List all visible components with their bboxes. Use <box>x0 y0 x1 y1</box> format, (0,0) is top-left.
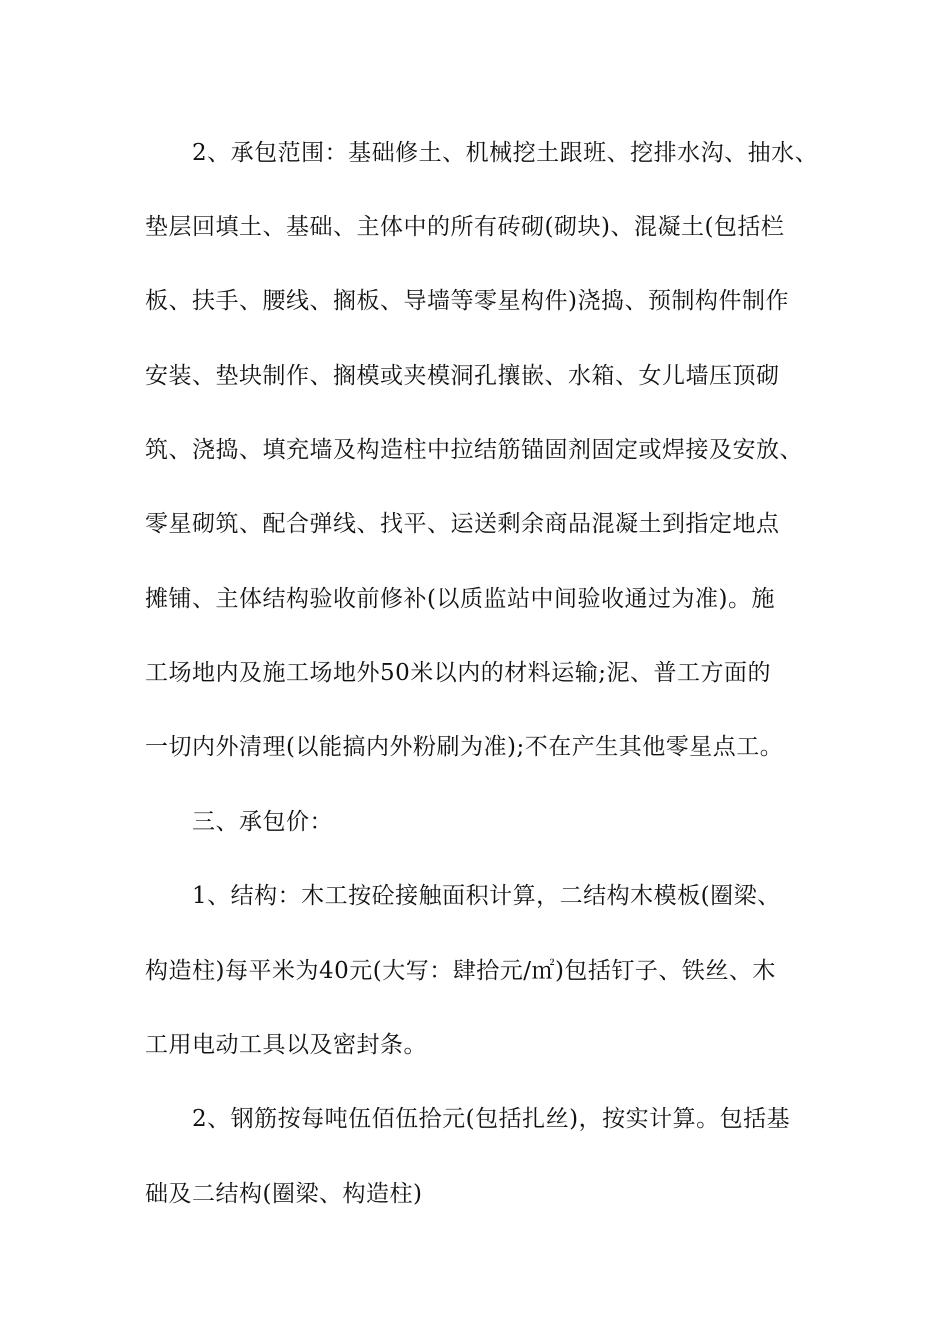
text-line-4: 安装、垫块制作、搁模或夹模洞孔攘嵌、水箱、女儿墙压顶砌 <box>145 363 780 389</box>
text-line-11: 1、结构：木工按砼接触面积计算，二结构木模板(圈梁、 <box>192 883 781 909</box>
text-line-14: 2、钢筋按每吨伍佰伍拾元(包括扎丝)，按实计算。包括基 <box>192 1106 791 1132</box>
section-heading: 三、承包价： <box>192 809 333 835</box>
text-line-1: 2、承包范围：基础修土、机械挖土跟班、挖排水沟、抽水、 <box>192 140 819 166</box>
text-line-7: 摊铺、主体结构验收前修补(以质监站中间验收通过为准)。施 <box>145 586 775 612</box>
text-line-5: 筑、浇捣、填充墙及构造柱中拉结筋锚固剂固定或焊接及安放、 <box>145 437 803 463</box>
text-line-6: 零星砌筑、配合弹线、找平、运送剩余商品混凝土到指定地点 <box>145 511 780 537</box>
text-line-9: 一切内外清理(以能搞内外粉刷为准);不在产生其他零星点工。 <box>145 734 784 760</box>
text-line-15: 础及二结构(圈梁、构造柱) <box>145 1181 423 1207</box>
text-line-8: 工场地内及施工场地外50米以内的材料运输;泥、普工方面的 <box>145 660 772 686</box>
text-line-2: 垫层回填土、基础、主体中的所有砖砌(砌块)、混凝土(包括栏 <box>145 214 785 240</box>
text-line-13: 工用电动工具以及密封条。 <box>145 1032 427 1058</box>
text-line-3: 板、扶手、腰线、搁板、导墙等零星构件)浇捣、预制构件制作 <box>145 288 789 314</box>
text-line-12: 构造柱)每平米为40元(大写：肆拾元/㎡)包括钉子、铁丝、木 <box>145 958 776 984</box>
